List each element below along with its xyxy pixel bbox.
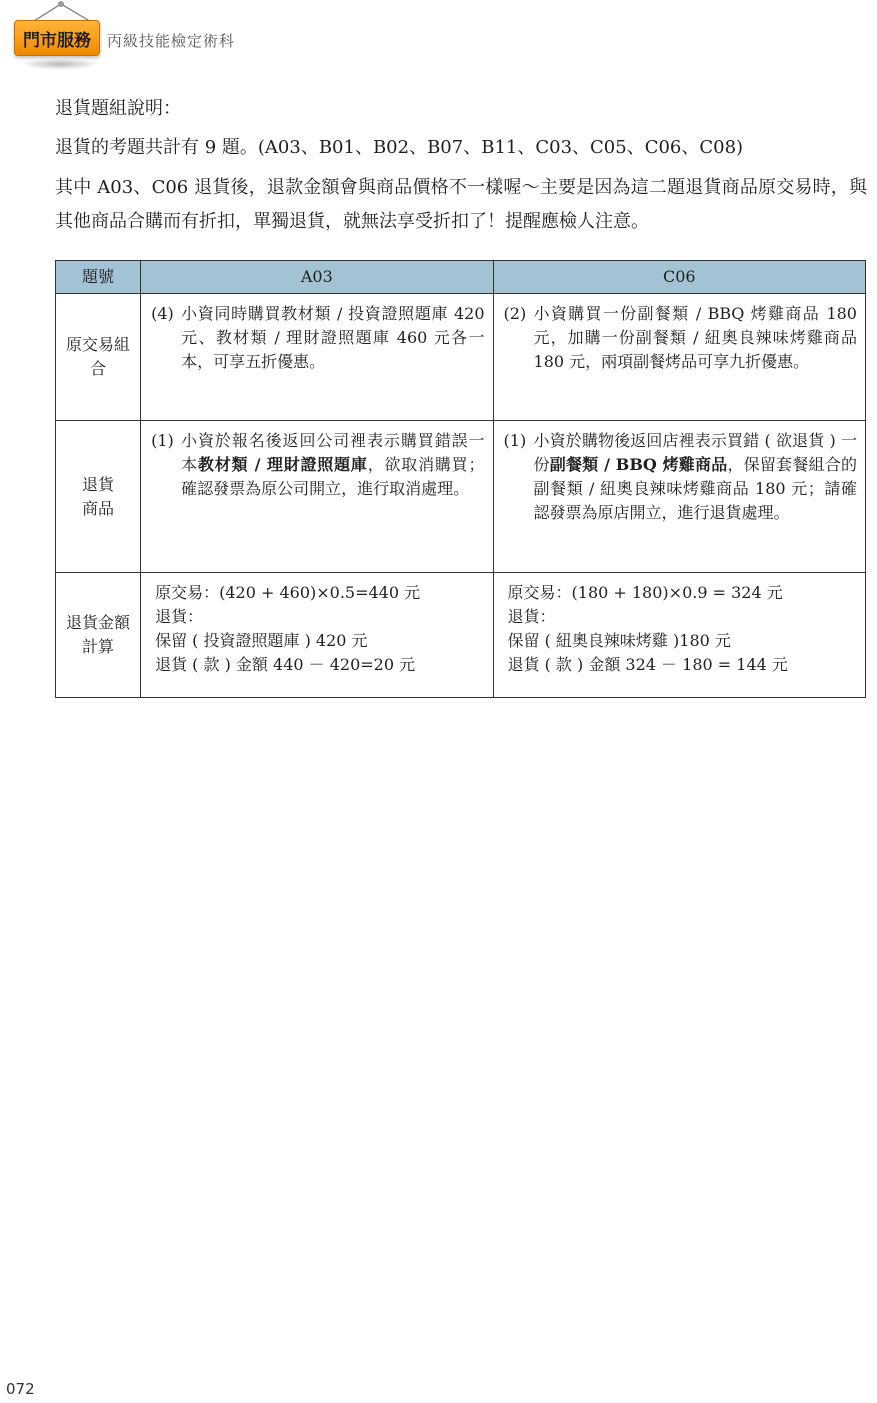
calc-line: 原交易：(420 + 460)×0.5=440 元: [155, 583, 421, 602]
badge-shadow: [20, 58, 100, 70]
calc-line: 保留 ( 紐奧良辣味烤雞 )180 元: [507, 631, 731, 650]
bold-product-name: 教材類 / 理財證照題庫: [197, 455, 368, 474]
item-number: (4): [151, 304, 174, 323]
item-number: (2): [503, 304, 527, 323]
row-label-return-item: 退貨商品: [56, 421, 141, 573]
cell-a03-calc: [141, 573, 493, 698]
item-number: (1): [151, 431, 174, 450]
header-question-number: 題號: [56, 261, 141, 294]
cell-a03-original: [141, 294, 493, 421]
calc-line: 退貨 ( 款 ) 金額 324 － 180 = 144 元: [507, 655, 788, 674]
table-row: [56, 421, 866, 573]
row-label-original-combo: 原交易組合: [56, 294, 141, 421]
page-number: 072: [6, 1380, 35, 1398]
intro-line-2: 其中 A03、C06 退貨後，退款金額會與商品價格不一樣喔～主要是因為這二題退貨商品原交易時，與其他商品合購而有折扣，單獨退貨，就無法享受折扣了！提醒應檢人注意。: [55, 177, 867, 232]
cell-c06-original: [493, 294, 865, 421]
cell-c06-calc: [493, 573, 865, 698]
calc-line: 退貨 ( 款 ) 金額 440 － 420=20 元: [155, 655, 416, 674]
item-text: 小資購買一份副餐類 / BBQ 烤雞商品 180 元，加購一份副餐類 / 紐奧良辣味烤雞商品 180 元，兩項副餐烤品可享九折優惠。: [533, 304, 857, 371]
return-comparison-table: [55, 260, 866, 698]
section-badge: 門市服務: [14, 20, 100, 56]
header-a03: A03: [141, 261, 493, 294]
cell-c06-return: [493, 421, 865, 573]
item-text: 小資於報名後返回公司裡表示購買錯誤一本教材類 / 理財證照題庫，欲取消購買；確認發票為原公司開立，進行取消處理。: [181, 431, 485, 498]
item-text: 小資於購物後返回店裡表示買錯 ( 欲退貨 ) 一份副餐類 / BBQ 烤雞商品，保留套餐組合的副餐類 / 紐奧良辣味烤雞商品 180 元；請確認發票為原店開立，進行退貨處理。: [533, 431, 857, 522]
table-header-row: [56, 261, 866, 294]
item-number: (1): [503, 431, 527, 450]
intro-heading: 退貨題組說明：: [55, 98, 181, 119]
bold-product-name: 副餐類 / BBQ 烤雞商品: [549, 455, 728, 474]
row-label-refund-calc: 退貨金額計算: [56, 573, 141, 698]
header-subtitle: 丙級技能檢定術科: [107, 32, 236, 50]
calc-line: 原交易：(180 + 180)×0.9 = 324 元: [507, 583, 783, 602]
calc-line: 退貨：: [155, 607, 204, 626]
table-row: [56, 294, 866, 421]
table-row: [56, 573, 866, 698]
calc-line: 保留 ( 投資證照題庫 ) 420 元: [155, 631, 368, 650]
cell-a03-return: [141, 421, 493, 573]
intro-line-1: 退貨的考題共計有 9 題。(A03、B01、B02、B07、B11、C03、C05、C06、C08): [55, 137, 744, 158]
calc-line: 退貨：: [507, 607, 556, 626]
item-text: 小資同時購買教材類 / 投資證照題庫 420 元、教材類 / 理財證照題庫 460 元各一本，可享五折優惠。: [181, 304, 485, 371]
header-c06: C06: [493, 261, 865, 294]
